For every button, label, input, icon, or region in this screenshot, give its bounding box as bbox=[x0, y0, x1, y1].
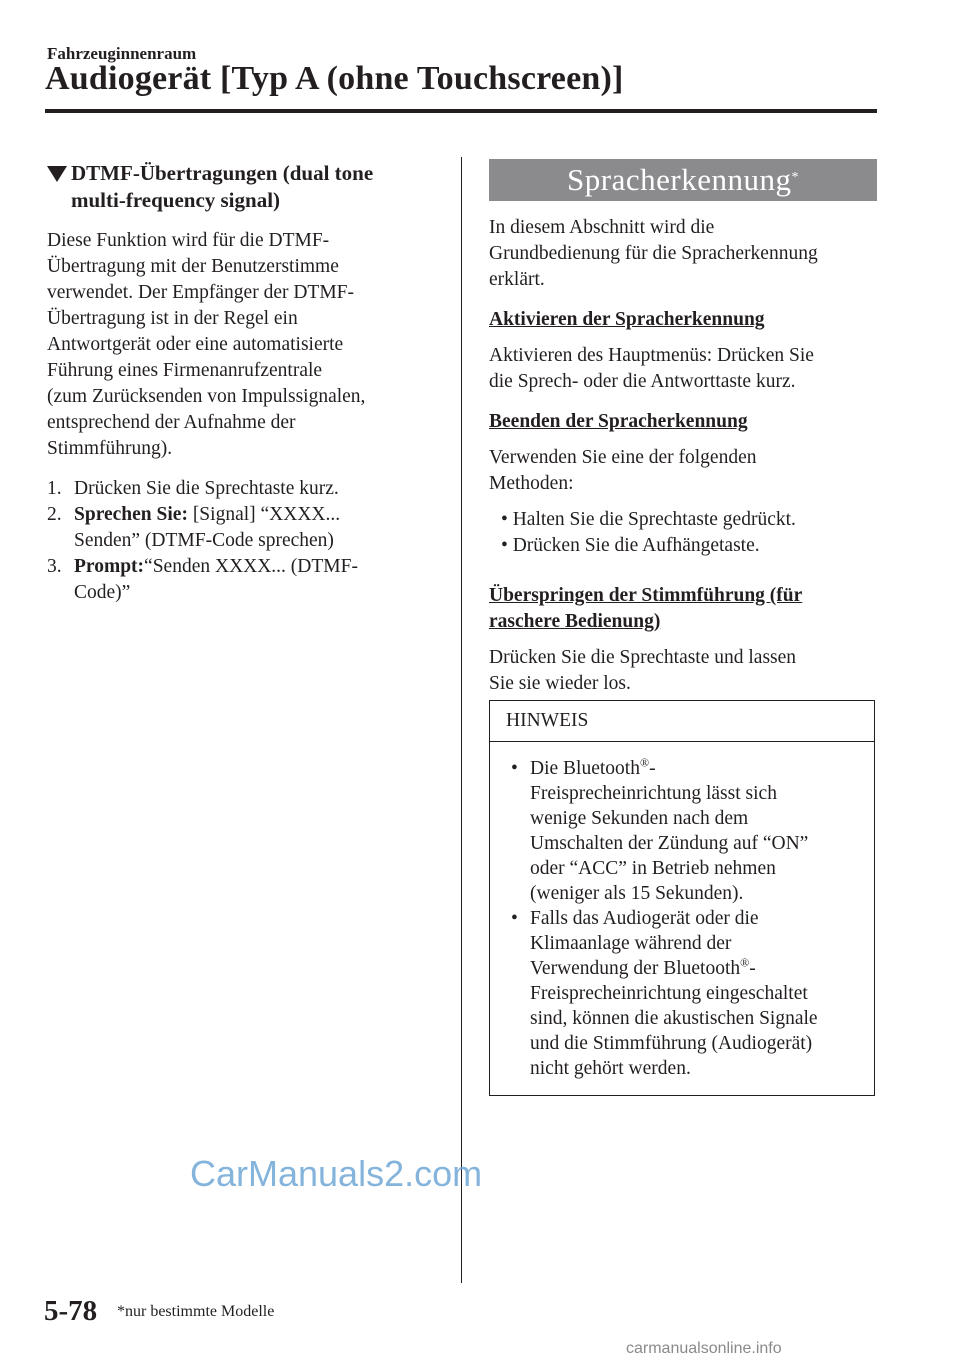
activate-heading: Aktivieren der Spracherkennung bbox=[489, 309, 765, 330]
end-paragraph: Verwenden Sie eine der folgenden Methoden: bbox=[489, 447, 757, 494]
end-heading: Beenden der Spracherkennung bbox=[489, 411, 748, 432]
end-bullet-list bbox=[489, 507, 877, 559]
note-box bbox=[489, 700, 875, 1096]
page-number: 5-78 bbox=[44, 1295, 98, 1327]
site-watermark: carmanualsonline.info bbox=[626, 1340, 782, 1357]
step-item: 1. Drücken Sie die Sprechtaste kurz. bbox=[47, 478, 339, 499]
section-banner: Spracherkennung* bbox=[489, 159, 877, 201]
step-item: 2. Sprechen Sie: [Signal] “XXXX... Senden” (DTMF-Code sprechen) bbox=[47, 504, 341, 551]
skip-paragraph: Drücken Sie die Sprechtaste und lassen Sie sie wieder los. bbox=[489, 647, 797, 694]
watermark-text: CarManuals2.com bbox=[190, 1153, 483, 1194]
note-item: • Die Bluetooth®- Freisprecheinrichtung lässt sich wenige Sekunden nach dem Umschalten der Zündung auf “ON” oder “ACC” in Betrieb nehmen (weniger als 15 Sekunden). bbox=[511, 755, 809, 904]
right-column bbox=[489, 159, 877, 697]
dtmf-paragraph: Diese Funktion wird für die DTMF- Übertragung mit der Benutzerstimme verwendet. Der Empfänger der DTMF- Übertragung ist in der Regel ein Antwortgerät oder eine automatisierte Führung eines Firmenanrufzentrale (zum Zurücksenden von Impulssignalen, entsprechend der Aufnahme der Stimmführung). bbox=[47, 230, 366, 459]
note-item: • Falls das Audiogerät oder die Klimaanlage während der Verwendung der Bluetooth®- Freisprecheinrichtung eingeschaltet sind, können die akustischen Signale und die Stimmführung (Audiogerät) nicht gehört werden. bbox=[511, 908, 818, 1079]
section-label: Fahrzeuginnenraum bbox=[47, 44, 197, 63]
list-item: • Halten Sie die Sprechtaste gedrückt. bbox=[501, 509, 796, 530]
step-item: 3. Prompt:“Senden XXXX... (DTMF- Code)” bbox=[47, 556, 358, 603]
dtmf-steps bbox=[47, 476, 447, 606]
note-title: HINWEIS bbox=[490, 701, 874, 742]
skip-heading: Überspringen der Stimmführung (für raschere Bedienung) bbox=[489, 585, 803, 632]
bullet-icon: • bbox=[511, 758, 518, 779]
left-column bbox=[47, 160, 447, 606]
dtmf-heading: DTMF-Übertragungen (dual tone multi-frequency signal) bbox=[47, 160, 447, 214]
triangle-marker-icon bbox=[47, 166, 67, 182]
page-title: Audiogerät [Typ A (ohne Touchscreen)] bbox=[45, 60, 624, 97]
bullet-icon: • bbox=[511, 908, 518, 929]
note-body bbox=[490, 742, 874, 1081]
column-divider bbox=[461, 157, 462, 1283]
intro-paragraph: In diesem Abschnitt wird die Grundbedienung für die Spracherkennung erklärt. bbox=[489, 217, 818, 290]
footnote: *nur bestimmte Modelle bbox=[117, 1303, 275, 1320]
list-item: • Drücken Sie die Aufhängetaste. bbox=[501, 535, 760, 556]
activate-paragraph: Aktivieren des Hauptmenüs: Drücken Sie die Sprech- oder die Antworttaste kurz. bbox=[489, 345, 814, 392]
header-divider bbox=[45, 109, 877, 113]
